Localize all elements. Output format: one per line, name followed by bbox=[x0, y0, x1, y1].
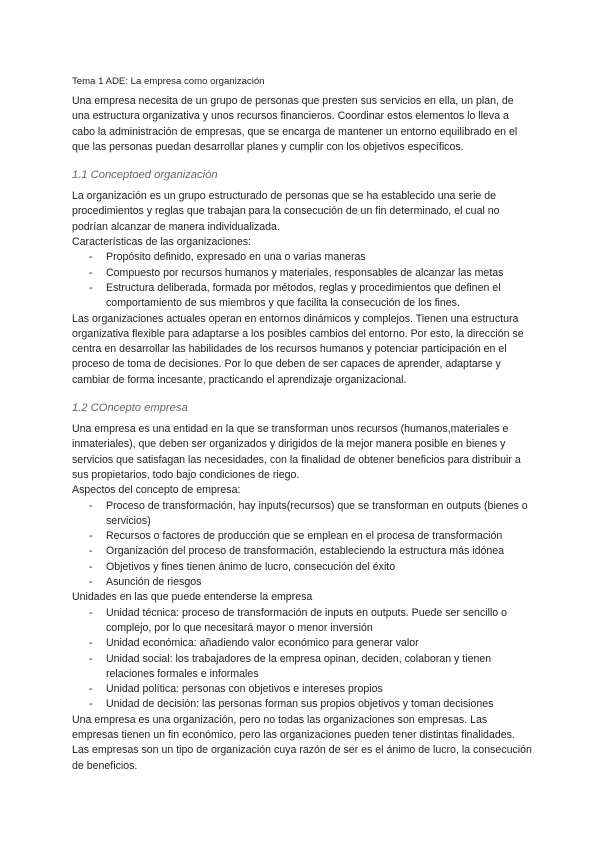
list-item: - Recursos o factores de producción que se emplean en el procesa de transformación bbox=[72, 529, 532, 544]
dash-bullet: - bbox=[89, 637, 93, 650]
dash-bullet: - bbox=[89, 560, 93, 573]
list-item: - Unidad económica: añadiendo valor económico para generar valor bbox=[72, 636, 532, 651]
intro-paragraph: Una empresa necesita de un grupo de personas que presten sus servicios en ella, un plan, de una estructura organizativa y unos recursos financieros. Coordinar estos elementos lo lleva a cabo la administración de empresas, que se encarga de mantener un entorno equilibrado en el que las personas puedan desarrollar planes y cumplir con los objetivos específicos. bbox=[72, 95, 518, 153]
aspectos-label: Aspectos del concepto de empresa: bbox=[72, 484, 241, 497]
list-item: - Organización del proceso de transformación, estableciendo la estructura más idónea bbox=[72, 544, 532, 559]
dash-bullet: - bbox=[89, 683, 93, 696]
list-item: - Unidad política: personas con objetivos e intereses propios bbox=[72, 682, 532, 697]
dash-bullet: - bbox=[89, 545, 93, 558]
dash-bullet: - bbox=[89, 652, 93, 665]
document-title: Tema 1 ADE: La empresa como organización bbox=[72, 76, 265, 87]
list-item: - Proceso de transformación, hay inputs(recursos) que se transforman en outputs (bienes o servicios) bbox=[89, 499, 528, 527]
dash-bullet: - bbox=[89, 281, 93, 294]
caracteristicas-label: Características de las organizaciones: bbox=[72, 236, 252, 249]
section-heading-empresa: 1.2 COncepto empresa bbox=[72, 402, 188, 415]
list-item: - Unidad social: los trabajadores de la empresa opinan, deciden, colaboran y tienen relaciones formales e informales bbox=[89, 652, 492, 680]
dash-bullet: - bbox=[89, 266, 93, 279]
dash-bullet: - bbox=[89, 698, 93, 711]
list-item: - Objetivos y fines tienen ánimo de lucro, consecución del éxito bbox=[72, 560, 532, 575]
unidades-list bbox=[72, 606, 532, 713]
document-page bbox=[72, 74, 532, 774]
dash-bullet: - bbox=[89, 251, 93, 264]
caracteristicas-list bbox=[72, 250, 532, 311]
aspectos-list bbox=[72, 499, 532, 591]
empresa-definition: Una empresa es una entidad en la que se transforman unos recursos (humanos,materiales e inmateriales), que deben ser organizados y dirigidos de la mejor manera posible en bienes y servicios que satisfagan las necesidades, con la finalidad de obtener beneficios para distribuir a sus propietarios, todo bajo condiciones de riego. bbox=[72, 423, 521, 481]
list-item: - Propósito definido, expresado en una o varias maneras bbox=[72, 250, 532, 265]
list-item: - Compuesto por recursos humanos y materiales, responsables de alcanzar las metas bbox=[72, 266, 532, 281]
list-item: - Unidad técnica: proceso de transformación de inputs en outputs. Puede ser sencillo o complejo, por lo que necesitará mayor o menor inversión bbox=[89, 606, 508, 634]
dash-bullet: - bbox=[89, 530, 93, 543]
dash-bullet: - bbox=[89, 606, 93, 619]
dash-bullet: - bbox=[89, 499, 93, 512]
list-item: - Asunción de riesgos bbox=[72, 575, 532, 590]
organizacion-definition: La organización es un grupo estructurado de personas que se ha establecido una serie de procedimientos y reglas que trabajan para la consecución de un fin determinado, el cual no podrían alcanzar de manera individualizada. bbox=[72, 190, 500, 233]
unidades-label: Unidades en las que puede entenderse la empresa bbox=[72, 591, 313, 604]
organizaciones-actuales-paragraph: Las organizaciones actuales operan en entornos dinámicos y complejos. Tienen una estructura organizativa flexible para adaptarse a los posibles cambios del entorno. Por esto, la dirección se centra en desarrollar las habilidades de los recursos humanos y potenciar participación en el proceso de toma de decisiones. Por lo que deben de ser capaces de aprender, adaptarse y cambiar de forma incesante, practicando el aprendizaje organizacional. bbox=[72, 312, 524, 386]
list-item: - Estructura deliberada, formada por métodos, reglas y procedimientos que definen el comportamiento de sus miembros y que facilita la consecución de los fines. bbox=[89, 281, 501, 310]
empresa-vs-organizacion-paragraph: Una empresa es una organización, pero no todas las organizaciones son empresas. Las empresas tienen un fin económico, pero las organizaciones pueden tener distintas finalidades. Las empresas son un tipo de organización cuya razón de ser es el ánimo de lucro, la consecución de beneficios. bbox=[72, 713, 532, 772]
dash-bullet: - bbox=[89, 576, 93, 589]
list-item: - Unidad de decisión: las personas forman sus propios objetivos y toman decisiones bbox=[72, 697, 532, 712]
section-heading-organizacion: 1.1 Conceptoed organización bbox=[72, 169, 218, 182]
